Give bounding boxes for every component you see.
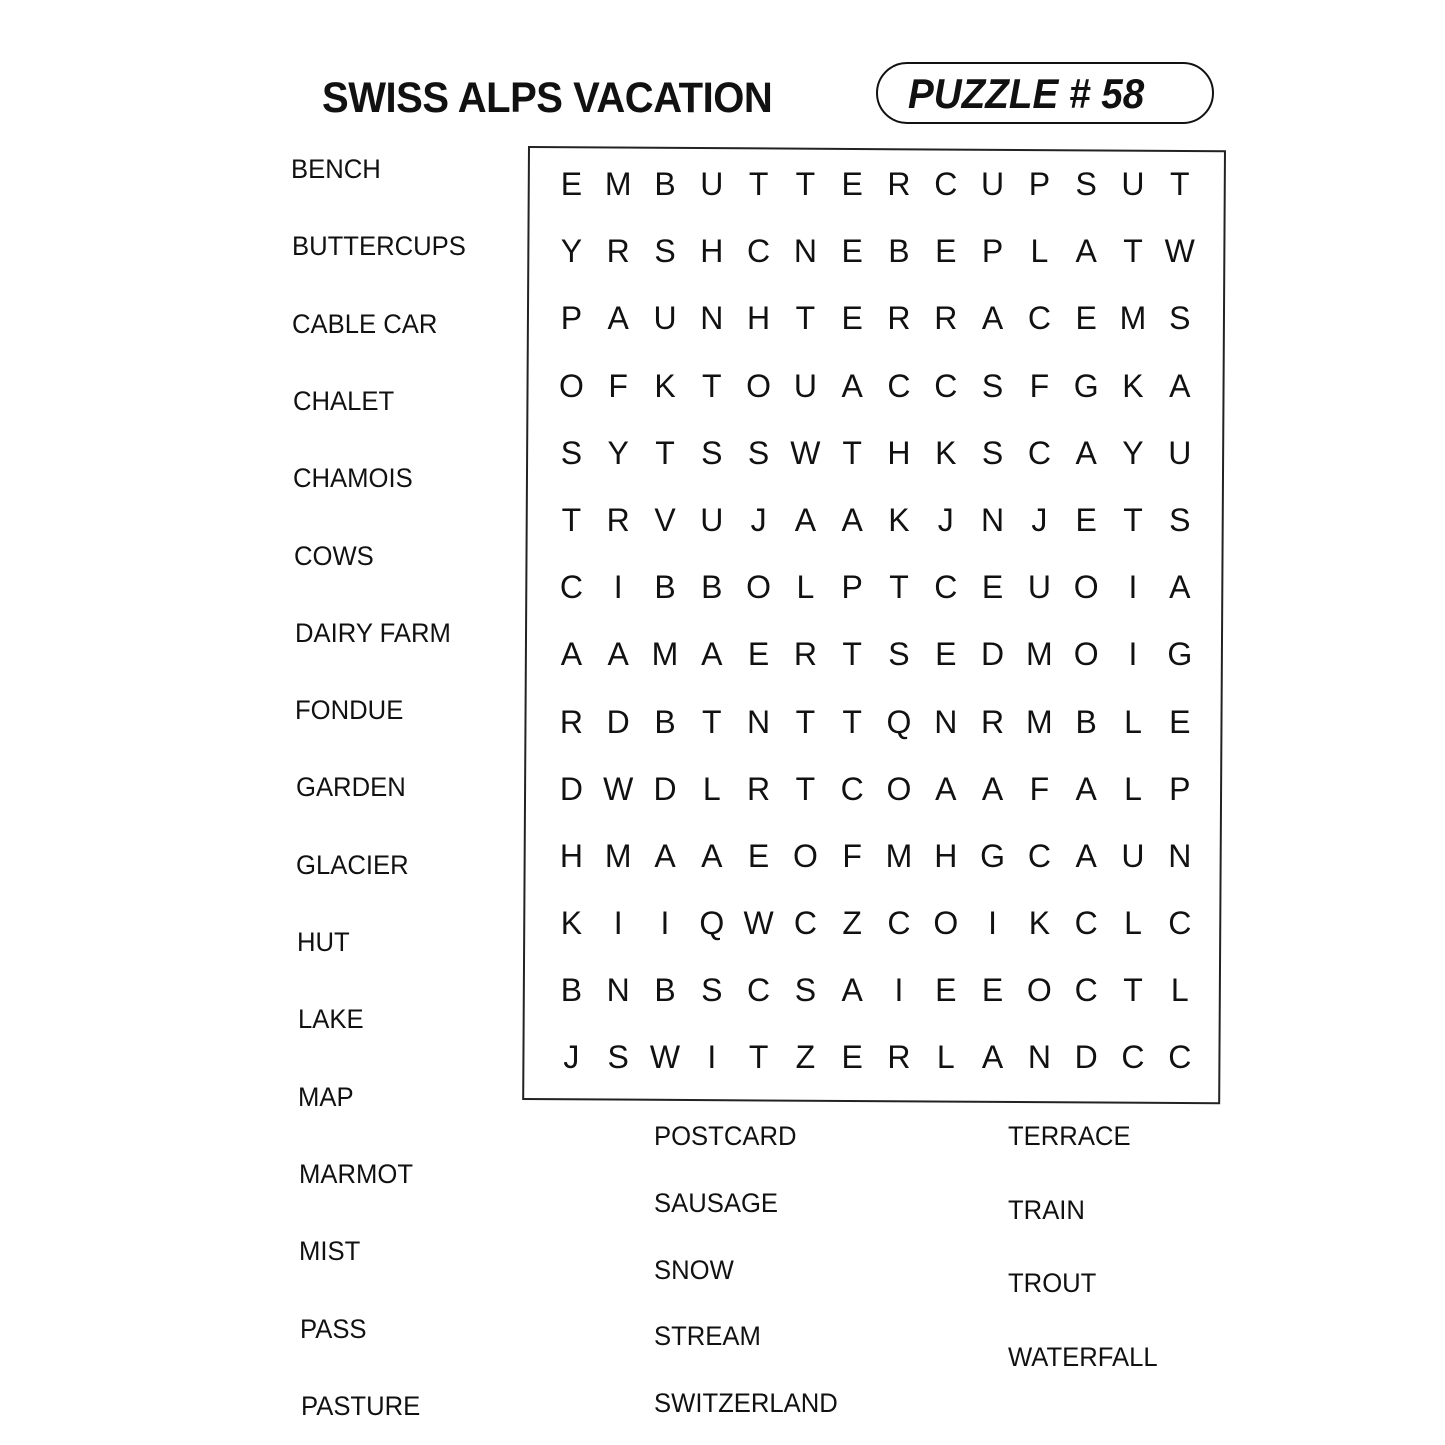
grid-cell[interactable]: A — [701, 837, 723, 874]
grid-cell[interactable]: E — [747, 636, 770, 673]
grid-cell[interactable]: K — [1122, 367, 1144, 404]
grid-cell[interactable]: S — [560, 434, 583, 471]
puzzle-number-label: PUZZLE # 58 — [908, 70, 1145, 117]
grid-cell[interactable]: A — [607, 300, 629, 337]
grid-cell[interactable]: L — [1124, 770, 1142, 807]
grid-cell[interactable]: A — [607, 636, 629, 673]
grid-cell[interactable]: C — [934, 367, 958, 404]
grid-cell[interactable]: R — [887, 300, 911, 337]
grid-cell[interactable]: O — [792, 837, 818, 874]
grid-cell[interactable]: E — [981, 569, 1004, 606]
word-list-item: LAKE — [297, 1004, 364, 1035]
word-list-item: BENCH — [291, 154, 381, 184]
grid-cell[interactable]: O — [1073, 569, 1099, 606]
grid-cell[interactable]: I — [1128, 636, 1138, 673]
puzzle-title: SWISS ALPS VACATION — [322, 74, 773, 122]
grid-cell[interactable]: E — [1075, 300, 1097, 337]
grid-cell[interactable]: T — [748, 1039, 769, 1076]
grid-cell[interactable]: C — [1027, 837, 1051, 874]
grid-cell[interactable]: L — [796, 569, 815, 606]
grid-cell[interactable]: U — [653, 300, 677, 337]
grid-cell[interactable]: T — [842, 636, 862, 673]
grid-cell[interactable]: E — [841, 1039, 863, 1076]
grid-cell[interactable]: T — [842, 434, 862, 471]
grid-cell[interactable]: N — [700, 300, 724, 337]
grid-cell[interactable]: M — [1119, 300, 1147, 337]
word-list-item: GARDEN — [295, 772, 406, 803]
word-list-item: TRAIN — [1008, 1195, 1085, 1225]
grid-cell[interactable]: K — [654, 367, 676, 404]
grid-cell[interactable]: E — [935, 972, 957, 1009]
grid-cell[interactable]: M — [1026, 636, 1053, 673]
grid-cell[interactable]: J — [563, 1039, 580, 1076]
grid-cell[interactable]: T — [655, 434, 675, 471]
grid-cell[interactable]: M — [604, 837, 632, 874]
grid-cell[interactable]: R — [606, 233, 630, 270]
grid-cell[interactable]: I — [1128, 569, 1138, 606]
grid-cell[interactable]: C — [793, 905, 817, 942]
word-list-item: PASS — [300, 1313, 367, 1344]
grid-cell[interactable]: U — [793, 367, 817, 404]
grid-cell[interactable]: K — [1028, 905, 1051, 942]
grid-cell[interactable]: B — [654, 972, 676, 1009]
grid-cell[interactable]: J — [750, 501, 767, 538]
word-list-item: STREAM — [654, 1321, 761, 1351]
grid-cell[interactable]: A — [794, 501, 817, 538]
grid-cell[interactable]: C — [1168, 1039, 1192, 1076]
word-list-item: DAIRY FARM — [294, 617, 451, 648]
grid-cell[interactable]: E — [935, 233, 957, 270]
grid-cell[interactable]: L — [1030, 233, 1049, 270]
grid-cell[interactable]: U — [1027, 569, 1051, 606]
grid-cell[interactable]: P — [1169, 770, 1191, 807]
grid-cell[interactable]: U — [700, 166, 724, 202]
grid-cell[interactable]: F — [842, 837, 862, 874]
grid-cell[interactable]: S — [981, 367, 1004, 404]
word-list-item: MARMOT — [298, 1158, 413, 1189]
word-list-item: MIST — [299, 1236, 361, 1267]
grid-cell[interactable]: C — [559, 569, 583, 606]
grid-cell[interactable]: O — [558, 367, 584, 404]
grid-cell[interactable]: L — [1170, 972, 1189, 1009]
grid-cell[interactable]: U — [1121, 166, 1145, 202]
grid-cell[interactable]: C — [1074, 905, 1098, 942]
word-list-item: PASTURE — [300, 1390, 420, 1421]
grid-cell[interactable]: B — [560, 972, 583, 1009]
grid-cell[interactable]: I — [707, 1039, 717, 1076]
word-list-item: MAP — [298, 1081, 354, 1112]
grid-cell[interactable]: N — [981, 501, 1005, 538]
grid-cell[interactable]: T — [842, 703, 862, 740]
grid-cell[interactable]: W — [649, 1039, 681, 1076]
grid-cell[interactable]: D — [981, 636, 1005, 673]
grid-cell[interactable]: W — [790, 434, 821, 471]
grid-cell[interactable]: N — [747, 703, 771, 740]
grid-cell[interactable]: Y — [607, 434, 629, 471]
grid-cell[interactable]: W — [603, 770, 634, 807]
grid-cell[interactable]: M — [651, 636, 679, 673]
grid-cell[interactable]: S — [1075, 166, 1097, 202]
grid-cell[interactable]: N — [793, 233, 817, 270]
grid-cell[interactable]: C — [887, 905, 911, 942]
grid-cell[interactable]: S — [1169, 501, 1191, 538]
grid-cell[interactable]: J — [1031, 501, 1048, 538]
grid-cell[interactable]: O — [886, 770, 912, 807]
grid-cell[interactable]: E — [935, 636, 957, 673]
grid-cell[interactable]: E — [747, 837, 770, 874]
grid-cell[interactable]: T — [795, 703, 816, 740]
grid-cell[interactable]: N — [1168, 837, 1192, 874]
grid-cell[interactable]: Y — [560, 233, 583, 270]
grid-cell[interactable]: T — [702, 703, 722, 740]
grid-cell[interactable]: B — [701, 569, 723, 606]
grid-cell[interactable]: R — [981, 703, 1005, 740]
grid-cell[interactable]: I — [988, 905, 998, 942]
word-list-item: FONDUE — [295, 695, 404, 726]
grid-cell[interactable]: T — [795, 300, 816, 337]
grid-cell[interactable]: E — [841, 233, 863, 270]
grid-cell[interactable]: K — [888, 501, 910, 538]
grid-cell[interactable]: E — [1169, 703, 1191, 740]
grid-cell[interactable]: B — [1075, 703, 1097, 740]
grid-cell[interactable]: I — [613, 569, 623, 606]
word-list-item: CHALET — [292, 385, 395, 416]
grid-cell[interactable]: B — [654, 703, 676, 740]
grid-cell[interactable]: T — [795, 770, 816, 807]
grid-cell[interactable]: A — [841, 972, 863, 1009]
grid-cell[interactable]: E — [981, 972, 1004, 1009]
grid-cell[interactable]: E — [841, 166, 863, 202]
grid-cell[interactable]: R — [934, 300, 958, 337]
grid-cell[interactable]: R — [559, 703, 583, 740]
grid-cell[interactable]: A — [841, 501, 863, 538]
grid-cell[interactable]: Z — [795, 1039, 816, 1076]
grid-cell[interactable]: H — [934, 837, 958, 874]
grid-cell[interactable]: F — [1029, 770, 1050, 807]
grid-cell[interactable]: R — [606, 501, 630, 538]
grid-cell[interactable]: S — [888, 636, 910, 673]
grid-cell[interactable]: C — [840, 770, 864, 807]
grid-cell[interactable]: A — [560, 636, 583, 673]
grid-cell[interactable]: C — [1027, 434, 1051, 471]
grid-cell[interactable]: K — [935, 434, 957, 471]
grid-cell[interactable]: S — [981, 434, 1004, 471]
grid-cell[interactable]: E — [560, 166, 583, 202]
grid-cell[interactable]: T — [561, 501, 582, 538]
grid-cell[interactable]: O — [933, 905, 959, 942]
grid-cell[interactable]: C — [1168, 905, 1192, 942]
grid-cell[interactable]: G — [1073, 367, 1099, 404]
grid-cell[interactable]: T — [1169, 166, 1190, 202]
grid-cell[interactable]: P — [841, 569, 863, 606]
grid-cell[interactable]: J — [937, 501, 954, 538]
grid-cell[interactable]: M — [604, 166, 632, 202]
grid-cell[interactable]: S — [794, 972, 817, 1009]
grid-cell[interactable]: M — [1026, 703, 1053, 740]
grid-cell[interactable]: L — [702, 770, 721, 807]
grid-cell[interactable]: T — [795, 166, 816, 202]
grid-cell[interactable]: D — [653, 770, 677, 807]
grid-cell[interactable]: S — [654, 233, 676, 270]
grid-cell[interactable]: H — [887, 434, 911, 471]
grid-cell[interactable]: T — [1123, 501, 1143, 538]
grid-cell[interactable]: O — [1026, 972, 1052, 1009]
word-list-item: GLACIER — [296, 849, 410, 880]
grid-cell[interactable]: O — [1073, 636, 1099, 673]
grid-cell[interactable]: R — [887, 1039, 911, 1076]
grid-cell[interactable]: U — [1168, 434, 1192, 471]
grid-cell[interactable]: A — [1075, 837, 1097, 874]
grid-cell[interactable]: U — [1121, 837, 1145, 874]
grid-cell[interactable]: T — [1123, 233, 1143, 270]
word-list-item: SAUSAGE — [654, 1188, 779, 1218]
grid-cell[interactable]: E — [841, 300, 863, 337]
word-list-item: HUT — [297, 927, 350, 957]
grid-cell[interactable]: C — [1074, 972, 1098, 1009]
grid-cell[interactable]: G — [1167, 636, 1193, 673]
grid-cell[interactable]: N — [606, 972, 630, 1009]
word-list-item: TERRACE — [1008, 1121, 1131, 1151]
grid-cell[interactable]: O — [746, 569, 772, 606]
word-list-item: BUTTERCUPS — [291, 231, 466, 262]
grid-cell[interactable]: D — [1074, 1039, 1098, 1076]
grid-cell[interactable]: H — [559, 837, 583, 874]
grid-cell[interactable]: G — [980, 837, 1006, 874]
grid-cell[interactable]: V — [654, 501, 676, 538]
grid-cell[interactable]: T — [748, 166, 769, 202]
grid-cell[interactable]: I — [660, 905, 670, 942]
grid-cell[interactable]: Q — [699, 905, 725, 942]
grid-cell[interactable]: U — [981, 166, 1005, 202]
word-search-grid — [548, 163, 1203, 1104]
grid-cell[interactable]: P — [1028, 166, 1051, 202]
grid-cell[interactable]: I — [894, 972, 904, 1009]
grid-cell[interactable]: R — [887, 166, 911, 202]
grid-cell[interactable]: U — [700, 501, 724, 538]
grid-cell[interactable]: A — [1169, 367, 1191, 404]
grid-cell[interactable]: B — [654, 166, 676, 202]
grid-cell[interactable]: C — [934, 166, 958, 202]
grid-cell[interactable]: C — [747, 972, 771, 1009]
grid-cell[interactable]: D — [559, 770, 583, 807]
grid-cell[interactable]: C — [1027, 300, 1051, 337]
word-list-item: CABLE CAR — [292, 308, 438, 339]
grid-cell[interactable]: S — [607, 1039, 629, 1076]
grid-cell[interactable]: W — [743, 905, 774, 942]
grid-cell[interactable]: C — [747, 233, 771, 270]
grid-cell[interactable]: M — [885, 837, 913, 874]
word-list-item: POSTCARD — [654, 1121, 797, 1151]
grid-cell[interactable]: T — [1123, 972, 1143, 1009]
grid-cell[interactable]: I — [613, 905, 623, 942]
grid-cell[interactable]: K — [560, 905, 583, 942]
grid-cell[interactable]: A — [1169, 569, 1191, 606]
grid-cell[interactable]: A — [701, 636, 723, 673]
grid-cell[interactable]: A — [841, 367, 863, 404]
grid-cell[interactable]: B — [888, 233, 910, 270]
grid-cell[interactable]: H — [747, 300, 771, 337]
grid-cell[interactable]: C — [887, 367, 911, 404]
grid-cell[interactable]: L — [1124, 703, 1142, 740]
grid-cell[interactable]: N — [934, 703, 958, 740]
grid-cell[interactable]: P — [981, 233, 1004, 270]
grid-cell[interactable]: A — [981, 300, 1004, 337]
grid-cell[interactable]: A — [981, 1039, 1004, 1076]
grid-cell[interactable]: S — [701, 972, 723, 1009]
grid-cell[interactable]: F — [608, 367, 628, 404]
grid-cell[interactable]: A — [1075, 434, 1097, 471]
word-list-item: WATERFALL — [1008, 1342, 1158, 1372]
grid-cell[interactable]: Y — [1122, 434, 1144, 471]
grid-cell[interactable]: S — [701, 434, 723, 471]
grid-cell[interactable]: S — [1169, 300, 1191, 337]
grid-cell[interactable]: N — [1027, 1039, 1051, 1076]
grid-cell[interactable]: W — [1164, 233, 1195, 270]
grid-cell[interactable]: A — [1075, 770, 1097, 807]
grid-cell[interactable]: D — [606, 703, 630, 740]
grid-cell[interactable]: O — [746, 367, 772, 404]
word-list-item: SNOW — [654, 1255, 734, 1285]
grid-cell[interactable]: H — [700, 233, 724, 270]
grid-cell[interactable]: B — [654, 569, 676, 606]
grid-cell[interactable]: Z — [842, 905, 862, 942]
grid-cell[interactable]: Q — [886, 703, 912, 740]
grid-cell[interactable]: T — [889, 569, 909, 606]
grid-cell[interactable]: A — [1075, 233, 1097, 270]
grid-cell[interactable]: T — [702, 367, 722, 404]
grid-cell[interactable]: C — [1121, 1039, 1145, 1076]
grid-cell[interactable]: E — [1075, 501, 1097, 538]
word-list-item: SWITZERLAND — [654, 1388, 838, 1418]
grid-cell[interactable]: A — [654, 837, 676, 874]
word-list-item: TROUT — [1008, 1268, 1097, 1298]
word-list-item: CHAMOIS — [293, 463, 414, 494]
word-list-item: COWS — [294, 540, 374, 571]
grid-cell[interactable]: C — [934, 569, 958, 606]
grid-cell[interactable]: S — [747, 434, 770, 471]
grid-cell[interactable]: A — [981, 770, 1004, 807]
grid-cell[interactable]: P — [560, 300, 583, 337]
grid-cell[interactable]: R — [747, 770, 771, 807]
grid-cell[interactable]: R — [793, 636, 817, 673]
grid-cell[interactable]: A — [935, 770, 957, 807]
grid-cell[interactable]: F — [1029, 367, 1050, 404]
grid-cell[interactable]: L — [936, 1039, 955, 1076]
grid-cell[interactable]: L — [1124, 905, 1142, 942]
